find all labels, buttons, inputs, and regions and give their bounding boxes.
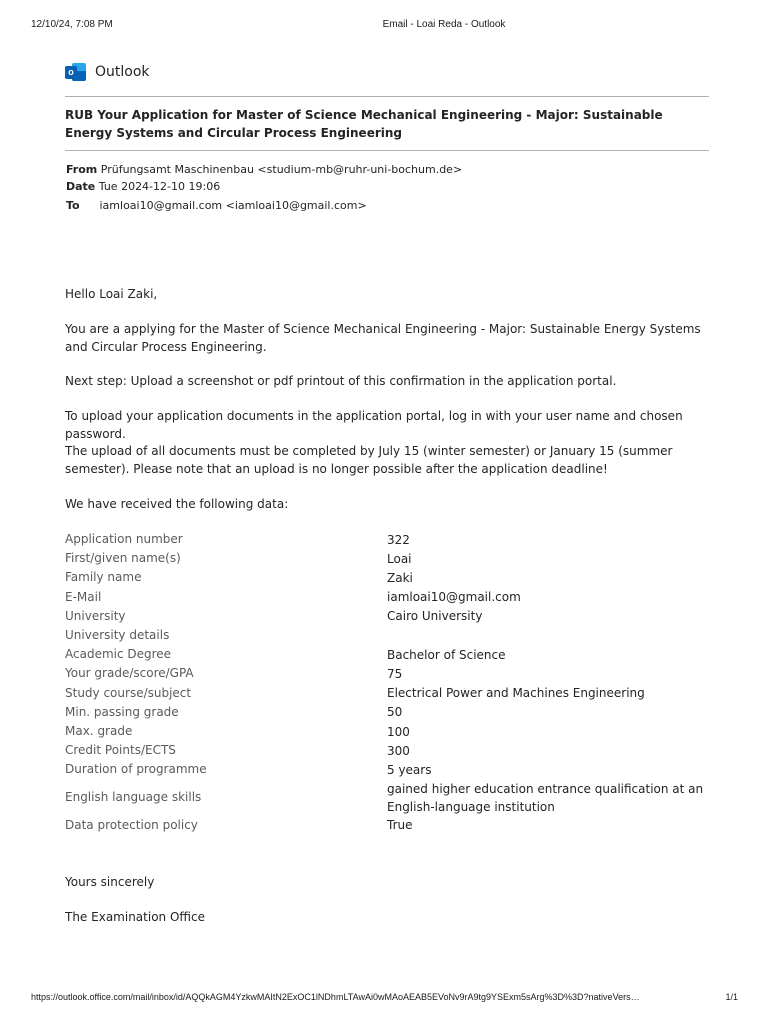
table-row — [65, 684, 715, 703]
body-paragraph-1: You are a applying for the Master of Science Mechanical Engineering - Major: Sustainable Energy Systems and Circular Process Engineering. — [65, 322, 701, 354]
body-paragraph-3: To upload your application documents in the application portal, log in with your user name and chosen password. — [65, 409, 683, 441]
divider-top — [65, 96, 709, 97]
field-label: Your grade/score/GPA — [65, 666, 194, 681]
field-label: Academic Degree — [65, 647, 172, 662]
table-row — [65, 760, 715, 779]
field-label: E-Mail — [65, 589, 102, 604]
signature: The Examination Office — [65, 910, 205, 924]
email-subject: RUB Your Application for Master of Science Mechanical Engineering - Major: Sustainable Energy Systems and Circular Process Engineering — [65, 108, 663, 140]
field-value: 5 years — [387, 763, 432, 778]
field-label: Data protection policy — [65, 817, 198, 832]
field-label: University details — [65, 628, 170, 643]
page-url: https://outlook.office.com/mail/inbox/id/AQQkAGM4YzkwMAItN2ExOC1lNDhmLTAwAi0wMAoAEAB5EVoNv9rA9tg9YSExm5sArg%3D%3D?nativeVers… — [31, 992, 640, 1002]
date-label: Date — [66, 180, 96, 193]
print-header — [0, 19, 768, 33]
to-value[interactable]: iamloai10@gmail.com <iamloai10@gmail.com> — [99, 199, 367, 212]
table-row — [65, 626, 715, 645]
field-value: Loai — [387, 551, 412, 566]
field-label: Credit Points/ECTS — [65, 743, 176, 758]
field-value: Bachelor of Science — [387, 647, 506, 662]
field-label: Max. grade — [65, 724, 133, 739]
table-row — [65, 530, 715, 549]
table-row — [65, 588, 715, 607]
field-value: 322 — [387, 532, 410, 547]
date-row — [66, 180, 220, 194]
field-value: gained higher education entrance qualification at an English-language institution — [387, 781, 704, 814]
application-data-table — [65, 530, 715, 835]
field-value: 50 — [387, 705, 403, 720]
field-value: iamloai10@gmail.com — [387, 590, 521, 605]
field-label: Min. passing grade — [65, 704, 179, 719]
from-row — [66, 163, 462, 177]
body-paragraph-5: We have received the following data: — [65, 497, 289, 511]
to-row — [66, 199, 367, 213]
from-label: From — [66, 163, 98, 176]
to-label: To — [66, 199, 80, 212]
field-label: Family name — [65, 570, 142, 585]
table-row — [65, 703, 715, 722]
divider-subject — [65, 150, 709, 151]
brand-name: Outlook — [95, 64, 150, 80]
print-datetime: 12/10/24, 7:08 PM — [31, 19, 113, 30]
field-label: University — [65, 608, 126, 623]
field-value: Cairo University — [387, 609, 483, 624]
table-row — [65, 607, 715, 626]
print-page-title: Email - Loai Reda - Outlook — [382, 19, 506, 30]
page-number: 1/1 — [725, 992, 738, 1002]
table-row — [65, 549, 715, 568]
greeting: Hello Loai Zaki, — [65, 287, 158, 301]
table-row — [65, 741, 715, 760]
table-row — [65, 664, 715, 683]
date-value: Tue 2024-12-10 19:06 — [98, 180, 221, 193]
body-paragraph-2: Next step: Upload a screenshot or pdf printout of this confirmation in the application portal. — [65, 374, 617, 388]
field-value: Electrical Power and Machines Engineering — [387, 686, 645, 701]
closing: Yours sincerely — [65, 875, 155, 889]
field-label: English language skills — [65, 790, 202, 805]
field-value: Zaki — [387, 571, 413, 585]
outlook-brand — [65, 61, 150, 83]
table-row — [65, 780, 715, 816]
field-value: 300 — [387, 743, 410, 758]
outlook-logo-icon: o — [65, 62, 87, 83]
table-row — [65, 722, 715, 741]
table-row — [65, 816, 715, 835]
field-value: True — [387, 818, 413, 833]
body-paragraph-4: The upload of all documents must be completed by July 15 (winter semester) or January 15 (summer semester). Please note that an upload is no longer possible after the application deadline! — [65, 444, 673, 476]
field-value — [387, 626, 715, 645]
field-label: Application number — [65, 532, 183, 546]
from-value[interactable]: Prüfungsamt Maschinenbau <studium-mb@ruhr-uni-bochum.de> — [100, 163, 463, 176]
print-footer — [0, 992, 768, 1006]
field-label: Duration of programme — [65, 762, 207, 777]
field-label: First/given name(s) — [65, 551, 181, 566]
field-value: 100 — [387, 724, 410, 739]
field-value: 75 — [387, 667, 403, 682]
table-row — [65, 568, 715, 587]
table-row — [65, 645, 715, 664]
field-label: Study course/subject — [65, 685, 192, 700]
